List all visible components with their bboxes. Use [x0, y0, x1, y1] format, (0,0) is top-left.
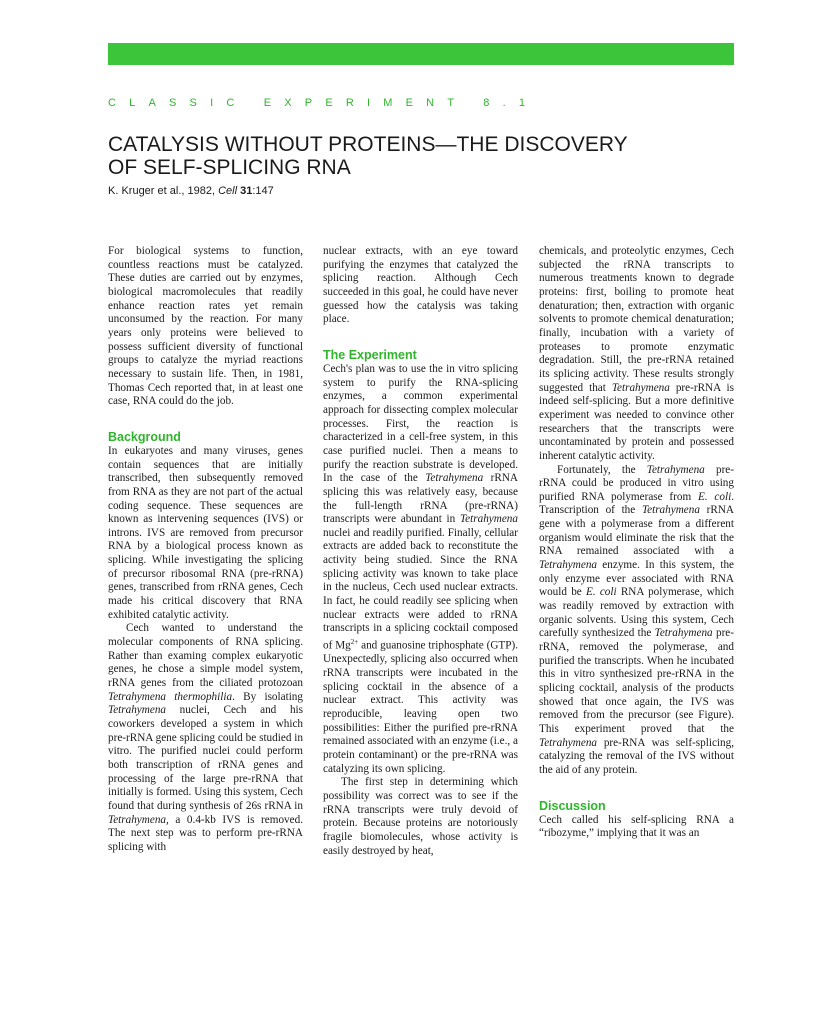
title-line-2: OF SELF-SPLICING RNA — [108, 156, 351, 179]
header-color-bar — [108, 43, 734, 65]
experiment-heading: The Experiment — [323, 347, 417, 362]
column-1 — [108, 245, 303, 855]
intro-paragraph: For biological systems to function, countless reactions must be catalyzed. These duties are carried out by enzymes, biological macromolecules that readily enhance reaction rates yet remain unconsumed by the reaction. For many years only proteins were believed to possess sufficient diversity of functional groups to catalyze the myriad reactions necessary to sustain life. Then, in 1981, Thomas Cech reported that, in at least one case, RNA could do the job. — [108, 245, 303, 408]
background-heading: Background — [108, 429, 181, 444]
article-title — [108, 133, 708, 179]
background-paragraph-1: In eukaryotes and many viruses, genes contain sequences that are initially transcribed, then subsequently removed from RNA as they are not part of the actual coding sequence. These sequences are known as intervening sequences (IVS) or introns. IVS are removed from precursor RNA by a biological process known as splicing. While investigating the splicing of precursor ribosomal RNA (pre-rRNA) genes, transcribed from rRNA genes, Cech made his critical discovery that RNA exhibited catalytic activity. — [108, 444, 303, 621]
citation-journal: Cell — [218, 185, 238, 197]
citation-volume: 31 — [240, 185, 253, 197]
discussion-paragraph-1: Cech called his self-splicing RNA a “ribozyme,” implying that it was an — [539, 813, 734, 840]
title-line-1: CATALYSIS WITHOUT PROTEINS—THE DISCOVERY — [108, 133, 628, 156]
experiment-paragraph-2: The first step in determining which possibility was correct was to see if the rRNA transcripts were truly devoid of protein. Because proteins are notoriously fragile biomolecules, whose activity is easily destroyed by heat, — [323, 776, 518, 857]
experiment-paragraph-1: Cech's plan was to use the in vitro splicing system to purify the RNA-splicing enzymes, a common experimental approach for dissecting complex molecular processes. First, the reaction is characterized in a cell-free system, in this case purified nuclei. Then a means to purify the reaction substrate is developed. In the case of the Tetrahymena rRNA splicing this was relatively easy, because the full-length rRNA (pre-rRNA) transcripts were abundant in Tetrahymena nuclei and readily purified. Finally, cellular extracts are added back to reconstitute the activity being studied. Since the RNA splicing activity was known to take place in the nucleus, Cech used nuclear extracts. In fact, he could readily see splicing when nuclear extracts were added to rRNA transcripts in a splicing cocktail composed of $Mg^{2+}$ and guanosine triphosphate (GTP). Unexpectedly, splicing also occurred when rRNA transcripts were incubated in the splicing cocktail in the absence of a nuclear extract. This activity was reproducible, leaving open two possibilities: Either the purified pre-rRNA remained associated with an enzyme (i.e., a protein contaminant) or the pre-rRNA was catalyzing its own splicing. — [323, 362, 518, 775]
discussion-heading: Discussion — [539, 798, 606, 813]
continued-paragraph: nuclear extracts, with an eye toward purifying the enzymes that catalyzed the splicing reaction. Although Cech succeeded in this goal, he could have never guessed how the catalysis was taking place. — [323, 245, 518, 326]
col3-paragraph-2: Fortunately, the Tetrahymena pre-rRNA could be produced in vitro using purified RNA polymerase from E. coli. Transcription of the Tetrahymena rRNA gene with a polymerase from a different organism would eliminate the risk that the RNA remained associated with a Tetrahymena enzyme. In this system, the only enzyme ever associated with RNA would be E. coli RNA polymerase, which was readily removed by extraction with organic solvents. Using this system, Cech carefully synthesized the Tetrahymena pre-rRNA, removed the polymerase, and purified the transcripts. When he incubated this in vitro synthesized pre-rRNA in the splicing cocktail, analysis of the products showed that once again, the IVS was removed from the precursor (see Figure). This experiment proved that the Tetrahymena pre-RNA was self-splicing, catalyzing the removal of the IVS without the aid of any protein. — [539, 463, 734, 776]
background-paragraph-2: Cech wanted to understand the molecular components of RNA splicing. Rather than examing complex eukaryotic genes, he chose a simple model system, rRNA genes from the ciliated protozoan Tetrahymena thermophilia. By isolating Tetrahymena nuclei, Cech and his coworkers developed a system in which pre-rRNA gene splicing could be studied in vitro. The purified nuclei could perform both transcription of rRNA genes and processing of the large pre-rRNA that initially is formed. Using this system, Cech found that during synthesis of 26s rRNA in Tetrahymena, a 0.4-kb IVS is removed. The next step was to perform pre-rRNA splicing with — [108, 622, 303, 853]
column-3 — [539, 245, 734, 841]
citation-pages: :147 — [252, 185, 274, 197]
section-kicker: CLASSIC EXPERIMENT 8.1 — [108, 97, 539, 109]
citation — [108, 185, 274, 197]
citation-authors: K. Kruger et al., 1982, — [108, 185, 219, 197]
column-2 — [323, 245, 518, 858]
col3-paragraph-1: chemicals, and proteolytic enzymes, Cech subjected the rRNA transcripts to numerous treatments known to degrade proteins: first, boiling to promote heat denaturation; then, extraction with organic solvents to promote chemical denaturation; finally, incubation with a variety of proteases to promote enzymatic degradation. Still, the pre-rRNA retained its splicing activity. These results strongly suggested that Tetrahymena pre-rRNA is indeed self-splicing. But a more definitive experiment was needed to convince other researchers that the transcripts were uncontaminated by protein and possessed inherent catalytic activity. — [539, 245, 734, 462]
